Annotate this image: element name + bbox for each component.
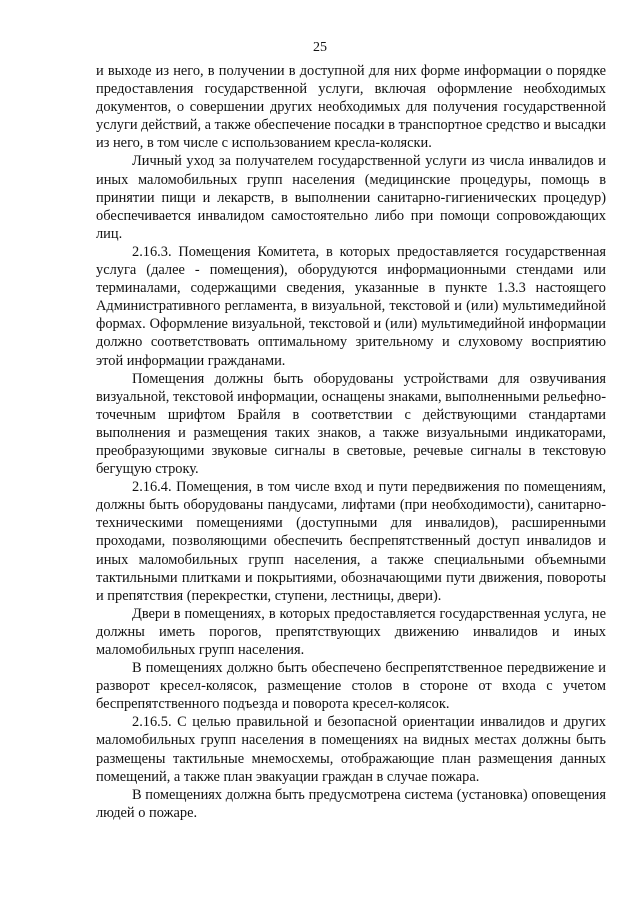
page-number: 25 bbox=[313, 40, 327, 55]
paragraph-2-16-3: 2.16.3. Помещения Комитета, в которых предоставляется государственная услуга (далее - помещения), оборудуются информационными стендами или терминалами, содержащими сведения, указанные в пункте 1.3.3 настоящего Административного регламента, в визуальной, текстовой и (или) мультимедийной формах. Оформление визуальной, текстовой и (или) мультимедийной информации должно соответствовать оптимальному зрительному и слуховому восприятию этой информации гражданами. bbox=[96, 243, 606, 369]
paragraph-wheelchairs: В помещениях должно быть обеспечено беспрепятственное передвижение и разворот кресел-колясок, размещение столов в стороне от входа с учетом беспрепятственного подъезда и поворота кресел-колясок. bbox=[96, 660, 606, 713]
paragraph-doors: Двери в помещениях, в которых предоставляется государственная услуга, не должны иметь порогов, препятствующих движению инвалидов и иных маломобильных групп населения. bbox=[96, 605, 606, 658]
paragraph-sound-devices: Помещения должны быть оборудованы устройствами для озвучивания визуальной, текстовой информации, оснащены знаками, выполненными рельефно-точечным шрифтом Брайля в соответствии с действующими стандартами выполнения и размещения таких знаков, а также визуальными индикаторами, преобразующими звуковые сигналы в световые, речевые сигналы в текстовую бегущую строку. bbox=[96, 370, 606, 478]
paragraph-2-16-5: 2.16.5. С целью правильной и безопасной ориентации инвалидов и других маломобильных групп населения в помещениях на видных местах должны быть размещены тактильные мнемосхемы, отображающие план размещения данных помещений, а также план эвакуации граждан в случае пожара. bbox=[96, 714, 606, 785]
paragraph-fire-alarm: В помещениях должна быть предусмотрена система (установка) оповещения людей о пожаре. bbox=[96, 786, 606, 821]
paragraph-continuation: и выходе из него, в получении в доступной для них форме информации о порядке предоставления государственной услуги, включая оформление необходимых документов, о совершении других необходимых для получения государственной услуги действий, а также обеспечение посадки в транспортное средство и высадки из него, в том числе с использованием кресла-коляски. bbox=[96, 63, 606, 152]
document-body bbox=[96, 62, 606, 822]
paragraph-personal-care: Личный уход за получателем государственной услуги из числа инвалидов и иных маломобильных групп населения (медицинские процедуры, помощь в принятии пищи и лекарств, в выполнении санитарно-гигиенических процедур) обеспечивается инвалидом самостоятельно либо при помощи сопровождающих лиц. bbox=[96, 153, 606, 242]
paragraph-2-16-4: 2.16.4. Помещения, в том числе вход и пути передвижения по помещениям, должны быть оборудованы пандусами, лифтами (при необходимости), санитарно-техническими помещениями (доступными для инвалидов), расширенными проходами, позволяющими обеспечить беспрепятственный доступ инвалидов и иных маломобильных групп населения, а также специальными объемными тактильными плитками и покрытиями, обозначающими пути движения, повороты и препятствия (перекрестки, ступени, лестницы, двери). bbox=[96, 479, 606, 604]
